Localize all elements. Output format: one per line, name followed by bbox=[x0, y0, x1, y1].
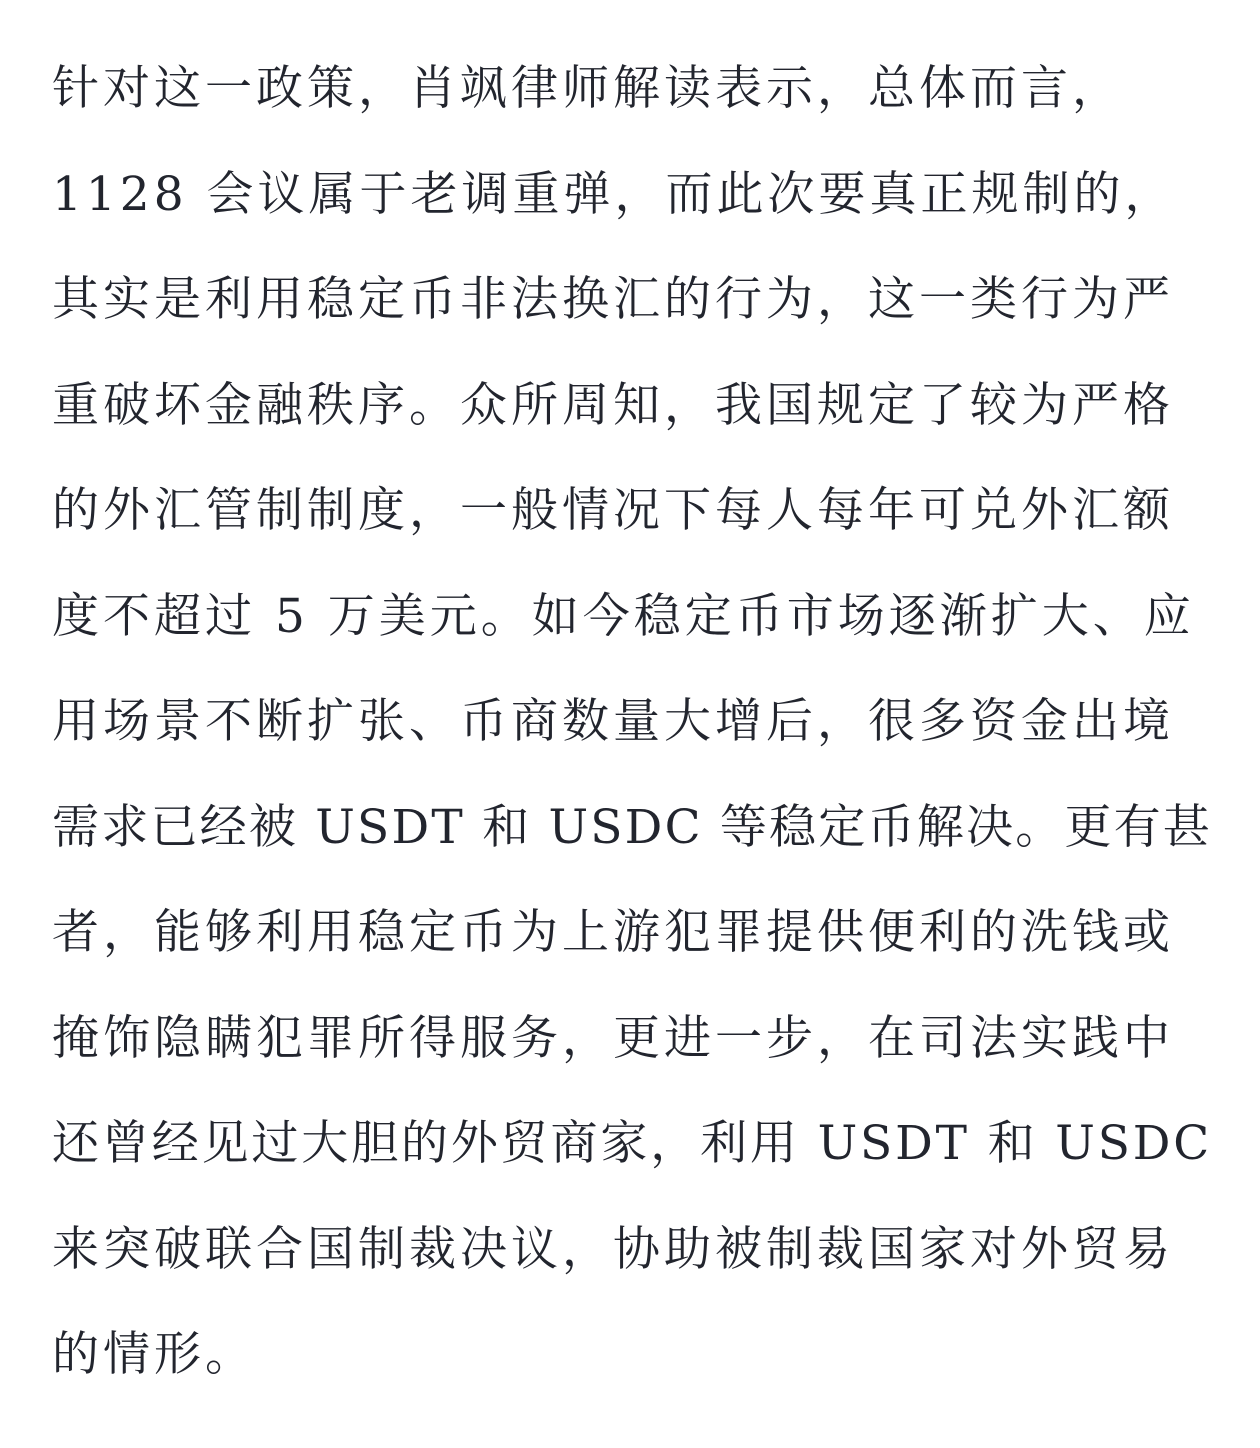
text-line: 重破坏金融秩序。众所周知，我国规定了较为严格 bbox=[52, 377, 1174, 433]
text-line: 者，能够利用稳定币为上游犯罪提供便利的洗钱或 bbox=[52, 905, 1174, 960]
text-line: 其实是利用稳定币非法换汇的行为，这一类行为严 bbox=[52, 272, 1174, 327]
text-line: 需求已经被 USDT 和 USDC 等稳定币解决。更有甚 bbox=[52, 799, 1213, 855]
text-line: 来突破联合国制裁决议，协助被制裁国家对外贸易 bbox=[52, 1221, 1174, 1277]
article-body bbox=[52, 36, 1212, 1408]
text-line: 1128 会议属于老调重弹，而此次要真正规制的， bbox=[52, 166, 1176, 222]
text-line: 掩饰隐瞒犯罪所得服务，更进一步，在司法实践中 bbox=[52, 1010, 1174, 1066]
text-line: 的情形。 bbox=[52, 1327, 256, 1382]
text-line: 度不超过 5 万美元。如今稳定币市场逐渐扩大、应 bbox=[52, 588, 1195, 644]
text-line: 还曾经见过大胆的外贸商家，利用 USDT 和 USDC bbox=[52, 1116, 1213, 1171]
text-line: 的外汇管制制度，一般情况下每人每年可兑外汇额 bbox=[52, 483, 1174, 538]
text-line: 用场景不断扩张、币商数量大增后，很多资金出境 bbox=[52, 694, 1174, 749]
text-line: 针对这一政策，肖飒律师解读表示，总体而言， bbox=[52, 61, 1123, 116]
